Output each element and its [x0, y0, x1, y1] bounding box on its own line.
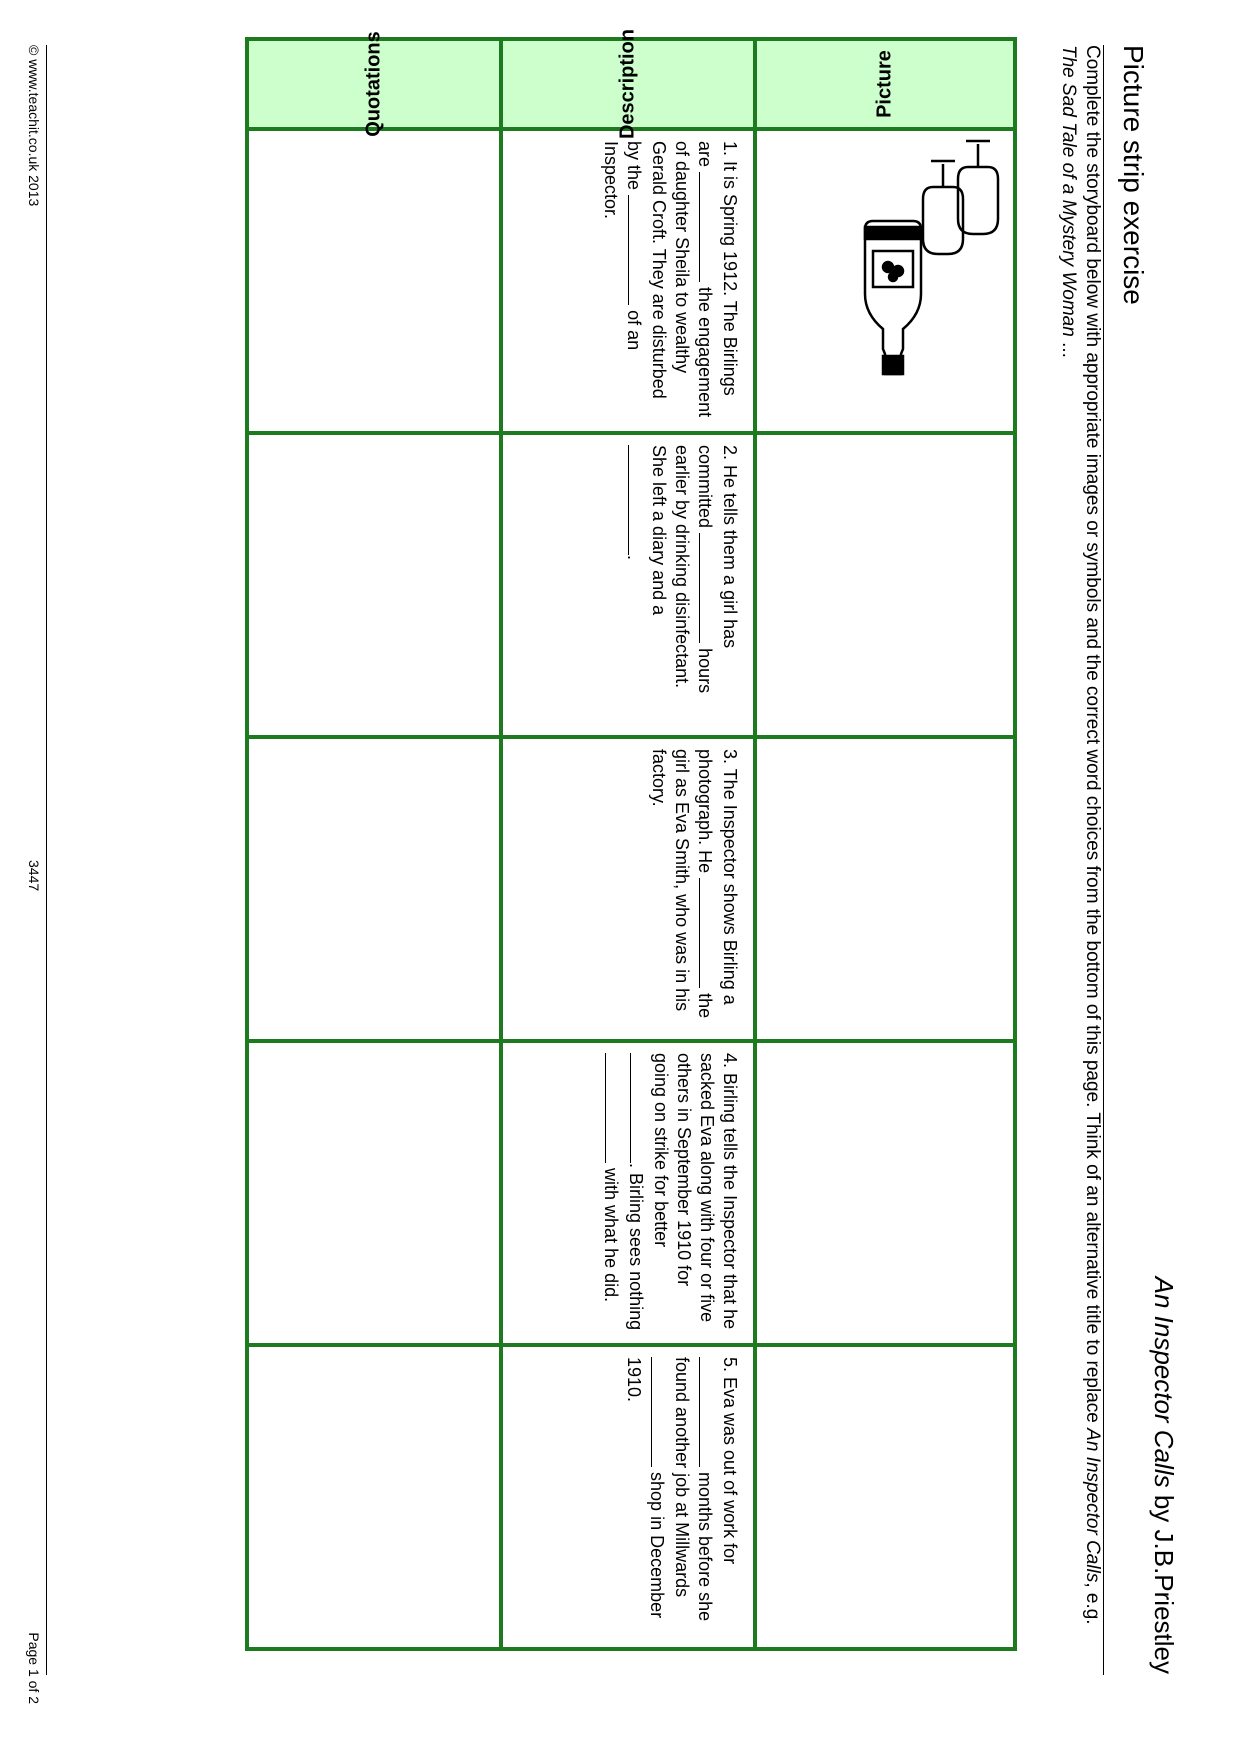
picture-cell-5[interactable]	[755, 1345, 1015, 1649]
desc2-text-a: 2. He tells them a girl has committed	[695, 445, 740, 649]
description-cell-4	[501, 1041, 755, 1345]
quotations-row	[247, 39, 501, 1649]
doc-title-rest: by J.B.Priestley	[1149, 1487, 1179, 1674]
desc4-blank-1[interactable]	[630, 1053, 649, 1163]
quotation-cell-2[interactable]	[247, 433, 501, 737]
picture-cell-2[interactable]	[755, 433, 1015, 737]
row-label-description: Description	[616, 28, 639, 140]
row-header-picture	[755, 39, 1015, 129]
desc5-text-d: in December 1910.	[624, 1357, 667, 1619]
desc4-text-b: . Birling	[626, 1163, 646, 1224]
desc1-text-d: of an	[624, 310, 644, 351]
exercise-title: Picture strip exercise	[1118, 45, 1149, 305]
footer-code: 3447	[26, 860, 42, 892]
row-header-quotations	[247, 31, 501, 137]
doc-title-italic: An Inspector Calls	[1149, 1276, 1179, 1488]
instructions-text-1: Complete the storyboard below with appropriate images or symbols and the correct word choices from the bottom of this page. Think of an alternative title to replace	[1082, 45, 1103, 1429]
description-cell-2	[501, 433, 755, 737]
desc2-blank-2[interactable]	[628, 445, 647, 555]
row-label-quotations: Quotations	[362, 31, 385, 137]
picture-cell-4[interactable]	[755, 1041, 1015, 1345]
instructions-italic-1: An Inspector Calls	[1082, 1428, 1103, 1583]
desc1-text-b: the	[695, 287, 715, 313]
footer-copyright: © www.teachit.co.uk 2013	[26, 45, 42, 207]
desc1-blank-1[interactable]	[699, 172, 718, 282]
desc2-text-b: hours	[695, 648, 715, 694]
instructions-italic-2: The Sad Tale of a Mystery Woman	[1058, 45, 1079, 337]
instructions-text-2: , e.g.	[1082, 1582, 1103, 1625]
desc5-text-b: months before she found another job at Millwards	[672, 1357, 715, 1622]
row-header-description	[501, 28, 755, 140]
desc1-text-a: 1. It is Spring 1912. The Birlings are	[695, 141, 740, 396]
description-cell-5	[501, 1345, 755, 1649]
footer-page-number: Page 1 of 2	[26, 1632, 42, 1704]
desc1-blank-2[interactable]	[628, 195, 647, 305]
desc1-text-e: Inspector.	[601, 141, 621, 220]
footer-rule	[46, 45, 47, 1675]
description-cell-1	[501, 129, 755, 433]
desc4-blank-2[interactable]	[605, 1053, 624, 1163]
desc2-blank-1[interactable]	[699, 533, 718, 643]
storyboard-table	[245, 28, 1017, 1651]
desc5-text-a: 5. Eva was out of work for	[720, 1357, 740, 1565]
row-label-picture: Picture	[873, 50, 896, 118]
desc3-text-a: 3. The Inspector shows Birling a photograph. He	[695, 749, 740, 1005]
quotation-cell-4[interactable]	[247, 1041, 501, 1345]
desc5-blank-2[interactable]	[651, 1357, 670, 1467]
desc2-text-d: .	[624, 555, 644, 561]
desc2-text-c: earlier by drinking disinfectant. She left a diary and a	[649, 445, 692, 689]
quotation-cell-1[interactable]	[247, 129, 501, 433]
desc5-text-c: shop	[647, 1472, 667, 1512]
instructions-text-3: ...	[1058, 336, 1079, 358]
desc4-text-a: 4. Birling tells the Inspector that he sacked Eva along with four or five others in September 1910 for going on strike for better	[651, 1053, 740, 1330]
desc3-blank-1[interactable]	[699, 878, 718, 988]
desc4-text-d: with what	[601, 1168, 621, 1244]
desc3-text-c: as Eva Smith, who was in his factory.	[649, 749, 692, 1012]
desc3-text-b: the girl	[672, 749, 715, 1019]
instructions	[1056, 45, 1104, 1625]
desc4-text-c: sees nothing	[626, 1228, 646, 1331]
quotation-cell-5[interactable]	[247, 1345, 501, 1649]
picture-cell-1[interactable]	[755, 129, 1015, 433]
description-row	[501, 39, 755, 1649]
wine-bottle-and-glasses-icon	[763, 131, 1013, 427]
description-cell-3	[501, 737, 755, 1041]
desc1-text-c: engagement of daughter Sheila to wealthy Gerald Croft. They are disturbed by the	[624, 141, 715, 418]
quotation-cell-3[interactable]	[247, 737, 501, 1041]
desc4-text-e: he did.	[601, 1248, 621, 1303]
desc5-blank-1[interactable]	[699, 1357, 718, 1467]
picture-row	[755, 39, 1015, 1649]
picture-cell-3[interactable]	[755, 737, 1015, 1041]
document-title	[1148, 1277, 1179, 1674]
